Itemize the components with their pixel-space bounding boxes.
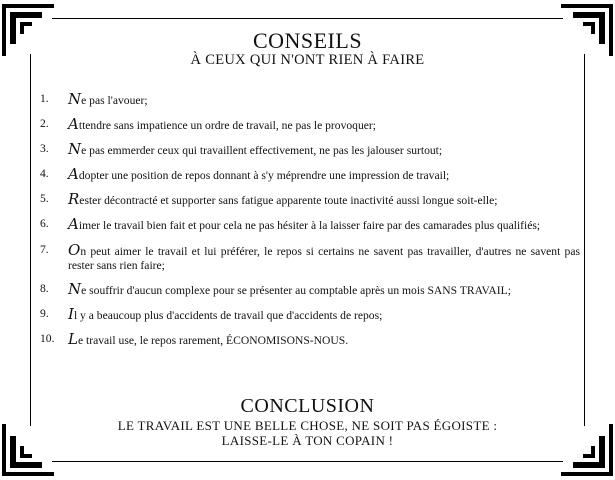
- list-item: [40, 92, 580, 109]
- item-text: l y a beaucoup plus d'accidents de travail que d'accidents de repos;: [73, 309, 383, 323]
- item-initial: L: [68, 330, 78, 349]
- item-text: ttendre sans impatience un ordre de travail, ne pas le provoquer;: [78, 119, 376, 133]
- page-title: CONSEILS: [252, 28, 363, 53]
- item-initial: R: [68, 190, 80, 209]
- frame-left-border: [30, 54, 31, 426]
- frame-bottom-border: [52, 461, 563, 462]
- item-number: 3.: [40, 142, 49, 156]
- item-text: e pas emmerder ceux qui travaillent effectivement, ne pas les jalouser surtout;: [81, 144, 443, 158]
- item-number: 9.: [40, 307, 49, 321]
- item-number: 7.: [40, 242, 49, 256]
- item-initial: N: [68, 140, 82, 159]
- item-initial: I: [68, 305, 74, 324]
- item-number: 2.: [40, 117, 49, 131]
- frame-top-border: [52, 18, 563, 19]
- conclusion-line-1: LE TRAVAIL EST UNE BELLE CHOSE, NE SOIT PAS ÉGOISTE :: [117, 418, 498, 433]
- item-text: ester décontracté et supporter sans fatigue apparente toute inactivité aussi longue soit-elle;: [79, 194, 498, 208]
- conclusion-line-2: LAISSE-LE À TON COPAIN !: [221, 433, 394, 448]
- item-number: 6.: [40, 217, 49, 231]
- corner-ornament-icon: [561, 424, 613, 476]
- list-item: [40, 332, 580, 349]
- item-number: 10.: [40, 332, 55, 346]
- conclusion-text: [70, 418, 545, 448]
- item-text: e travail use, le repos rarement, ÉCONOMISONS-NOUS.: [77, 334, 349, 348]
- item-number: 1.: [40, 92, 49, 105]
- item-number: 4.: [40, 167, 49, 181]
- list-item: [40, 240, 580, 274]
- list-item: [40, 167, 580, 184]
- list-item: [40, 307, 580, 324]
- item-number: 5.: [40, 192, 49, 206]
- item-initial: A: [68, 115, 79, 134]
- item-text: imer le travail bien fait et pour cela ne pas hésiter à la laisser faire par des camarades plus qualifiés;: [78, 219, 541, 233]
- item-initial: A: [68, 165, 79, 184]
- item-text: e souffrir d'aucun complexe pour se présenter au comptable après un mois SANS TRAVAIL;: [81, 284, 511, 298]
- item-text: dopter une position de repos donnant à s'y méprendre une impression de travail;: [78, 169, 450, 183]
- list-item: [40, 192, 580, 209]
- list-item: [40, 282, 580, 299]
- advice-list: [40, 92, 580, 357]
- item-initial: A: [68, 215, 79, 234]
- list-item: [40, 142, 580, 159]
- item-text: n peut aimer le travail et lui préférer, le repos si certains ne savent pas travailler, d'autres ne savent pas rester sans rien faire;: [68, 244, 580, 273]
- frame-right-border: [584, 54, 585, 426]
- conclusion-title: CONCLUSION: [240, 395, 375, 417]
- list-item: [40, 217, 580, 234]
- corner-ornament-icon: [2, 424, 54, 476]
- item-text: e pas l'avouer;: [81, 94, 148, 107]
- page-subtitle: À CEUX QUI N'ONT RIEN À FAIRE: [190, 52, 425, 68]
- item-initial: N: [68, 90, 82, 108]
- item-number: 8.: [40, 282, 49, 296]
- item-initial: O: [68, 240, 81, 259]
- item-initial: N: [68, 280, 82, 299]
- list-item: [40, 117, 580, 134]
